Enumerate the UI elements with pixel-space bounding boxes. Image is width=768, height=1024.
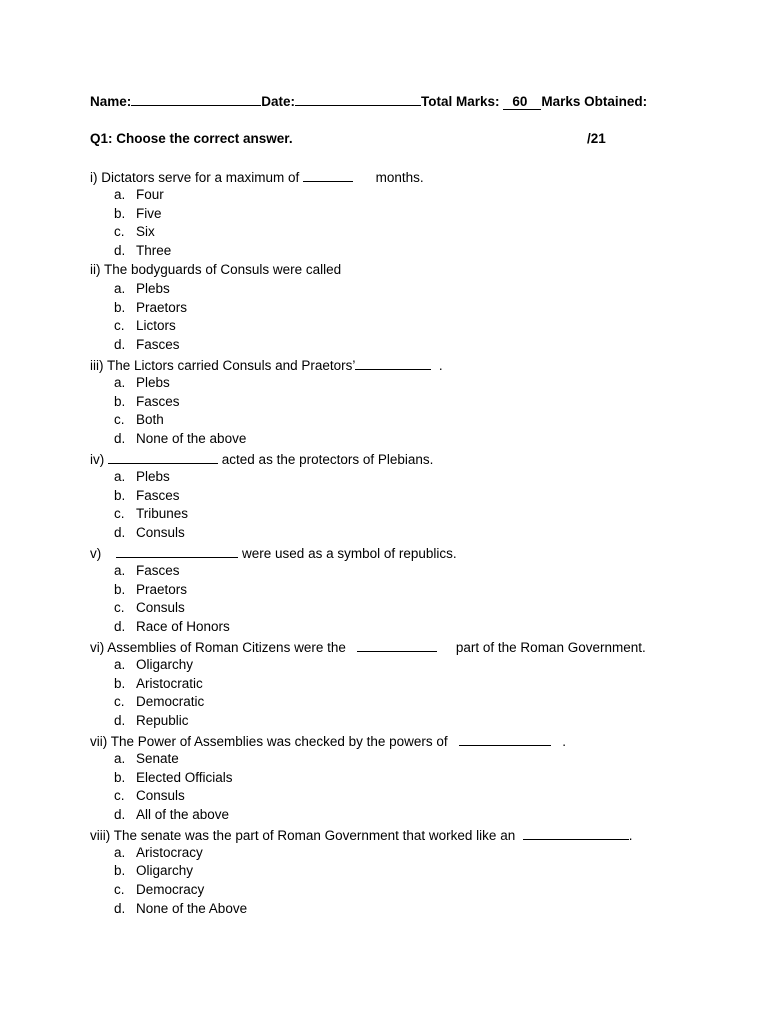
option-b[interactable]: b. Fasces: [114, 487, 180, 503]
name-blank[interactable]: [131, 92, 261, 106]
option-d[interactable]: d. All of the above: [114, 807, 230, 823]
option-a[interactable]: a. Aristocracy: [114, 844, 203, 860]
option-a[interactable]: a. Senate: [114, 750, 179, 766]
option-a[interactable]: a. Fasces: [114, 562, 180, 578]
option-c[interactable]: c. Consuls: [114, 600, 185, 616]
option-c[interactable]: c. Tribunes: [114, 506, 189, 522]
option-d[interactable]: d. Consuls: [114, 525, 185, 541]
question-5: [90, 543, 690, 637]
option-a[interactable]: a. Plebs: [114, 374, 170, 390]
question-1: [90, 167, 690, 261]
question-4: [90, 449, 690, 543]
header-row: [90, 92, 710, 111]
option-a[interactable]: a. Plebs: [114, 468, 170, 484]
option-d[interactable]: d. Three: [114, 243, 172, 259]
date-label: Date:: [261, 94, 296, 109]
question-8: [90, 825, 690, 919]
option-d[interactable]: d. Fasces: [114, 337, 180, 353]
question-7: [90, 731, 690, 825]
option-d[interactable]: d. None of the Above: [114, 901, 248, 917]
option-c[interactable]: c. Lictors: [114, 318, 176, 334]
option-c[interactable]: c. Democratic: [114, 694, 205, 710]
option-a[interactable]: a. Four: [114, 186, 164, 202]
total-marks-label: Total Marks:: [421, 94, 500, 109]
question-text: vii) The Power of Assemblies was checked by the powers of .: [90, 731, 690, 750]
option-b[interactable]: b. Praetors: [114, 581, 188, 597]
option-c[interactable]: c. Both: [114, 412, 164, 428]
option-d[interactable]: d. Race of Honors: [114, 619, 230, 635]
section-score: /21: [587, 131, 606, 146]
question-text: i) Dictators serve for a maximum of months.: [90, 167, 690, 186]
question-text: iv) acted as the protectors of Plebians.: [90, 449, 690, 468]
question-list: [90, 167, 690, 919]
section-title: Q1: Choose the correct answer.: [90, 131, 293, 146]
option-d[interactable]: d. Republic: [114, 713, 189, 729]
option-c[interactable]: c. Consuls: [114, 788, 185, 804]
question-text: vi) Assemblies of Roman Citizens were the part of the Roman Government.: [90, 637, 690, 656]
answer-blank[interactable]: [116, 543, 238, 558]
option-b[interactable]: b. Praetors: [114, 299, 188, 315]
option-b[interactable]: b. Oligarchy: [114, 863, 194, 879]
question-6: [90, 637, 690, 731]
name-label: Name:: [90, 94, 132, 109]
answer-blank[interactable]: [303, 167, 353, 182]
date-blank[interactable]: [295, 92, 421, 106]
question-text: viii) The senate was the part of Roman Government that worked like an .: [90, 825, 690, 844]
answer-blank[interactable]: [357, 637, 437, 652]
question-text: ii) The bodyguards of Consuls were called: [90, 261, 342, 277]
option-d[interactable]: d. None of the above: [114, 431, 247, 447]
marks-obtained-label: Marks Obtained:: [541, 94, 648, 109]
answer-blank[interactable]: [523, 825, 629, 840]
question-2: [90, 261, 690, 355]
answer-blank[interactable]: [459, 731, 551, 746]
option-c[interactable]: c. Democracy: [114, 882, 205, 898]
option-b[interactable]: b. Fasces: [114, 393, 180, 409]
section-heading: [90, 130, 610, 148]
question-3: [90, 355, 690, 449]
total-marks-value: 60: [503, 95, 541, 110]
option-b[interactable]: b. Elected Officials: [114, 769, 233, 785]
option-b[interactable]: b. Aristocratic: [114, 675, 203, 691]
answer-blank[interactable]: [108, 449, 218, 464]
answer-blank[interactable]: [355, 355, 431, 370]
question-text: v) were used as a symbol of republics.: [90, 543, 690, 562]
question-text: iii) The Lictors carried Consuls and Praetors’ .: [90, 355, 690, 374]
option-a[interactable]: a. Plebs: [114, 280, 170, 296]
option-a[interactable]: a. Oligarchy: [114, 656, 194, 672]
option-c[interactable]: c. Six: [114, 224, 155, 240]
option-b[interactable]: b. Five: [114, 205, 162, 221]
